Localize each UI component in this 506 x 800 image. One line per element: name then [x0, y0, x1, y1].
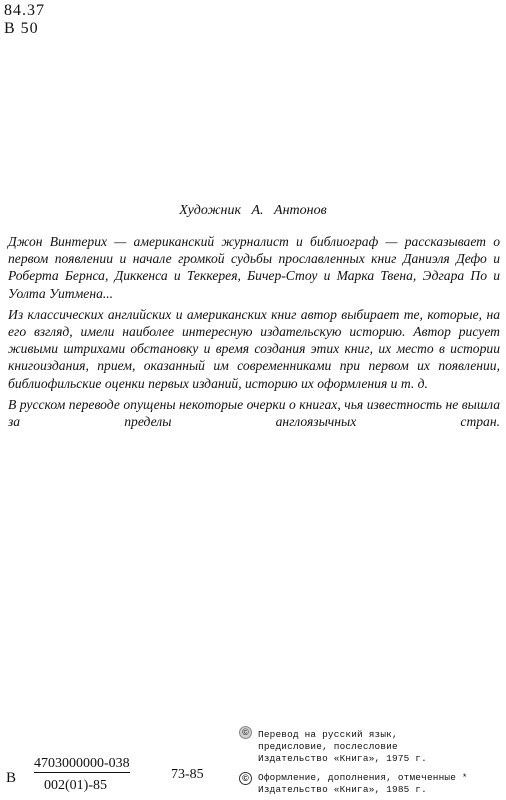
copyright-icon: ©	[239, 726, 252, 739]
copyright-design: Оформление, дополнения, отмеченные * Издательство «Книга», 1985 г.	[258, 772, 468, 795]
copyright-translation: Перевод на русский язык, предисловие, послесловие Издательство «Книга», 1975 г.	[258, 729, 427, 764]
index-letter: В	[6, 770, 17, 786]
annotation-paragraph: Джон Винтерих — американский журналист и библиограф — рассказывает о первом появлении и начале громкой судьбы прославленных книг Даниэля Дефо и Роберта Бернса, Диккенса и Теккерея, Бичер-Стоу и Марка Твена, Эдгара По и Уолта Уитмена...	[8, 234, 500, 301]
index-denominator: 002(01)-85	[44, 778, 107, 793]
bbk-index: 84.37	[4, 2, 45, 19]
author-sign: В 50	[4, 20, 39, 37]
index-numerator: 4703000000-038	[34, 756, 130, 771]
annotation-paragraph: В русском переводе опущены некоторые очерки о книгах, чья известность не вышла за пределы англоязычных стран.	[8, 396, 500, 430]
artist-credit: Художник А. Антонов	[179, 203, 327, 218]
copyright-icon: ©	[239, 772, 252, 785]
annotation-paragraph: Из классических английских и американских книг автор выбирает те, которые, на его взгляд, имели наиболее интересную издательскую историю. Автор рисует живыми штрихами обстановку и время создания этих книг, их место в истории книгоиздания, прием, оказанный им современниками при первом их появлении, библиофильские оценки первых изданий, историю их оформления и т. д.	[8, 306, 500, 391]
order-number: 73-85	[171, 767, 204, 782]
annotation	[8, 233, 500, 434]
